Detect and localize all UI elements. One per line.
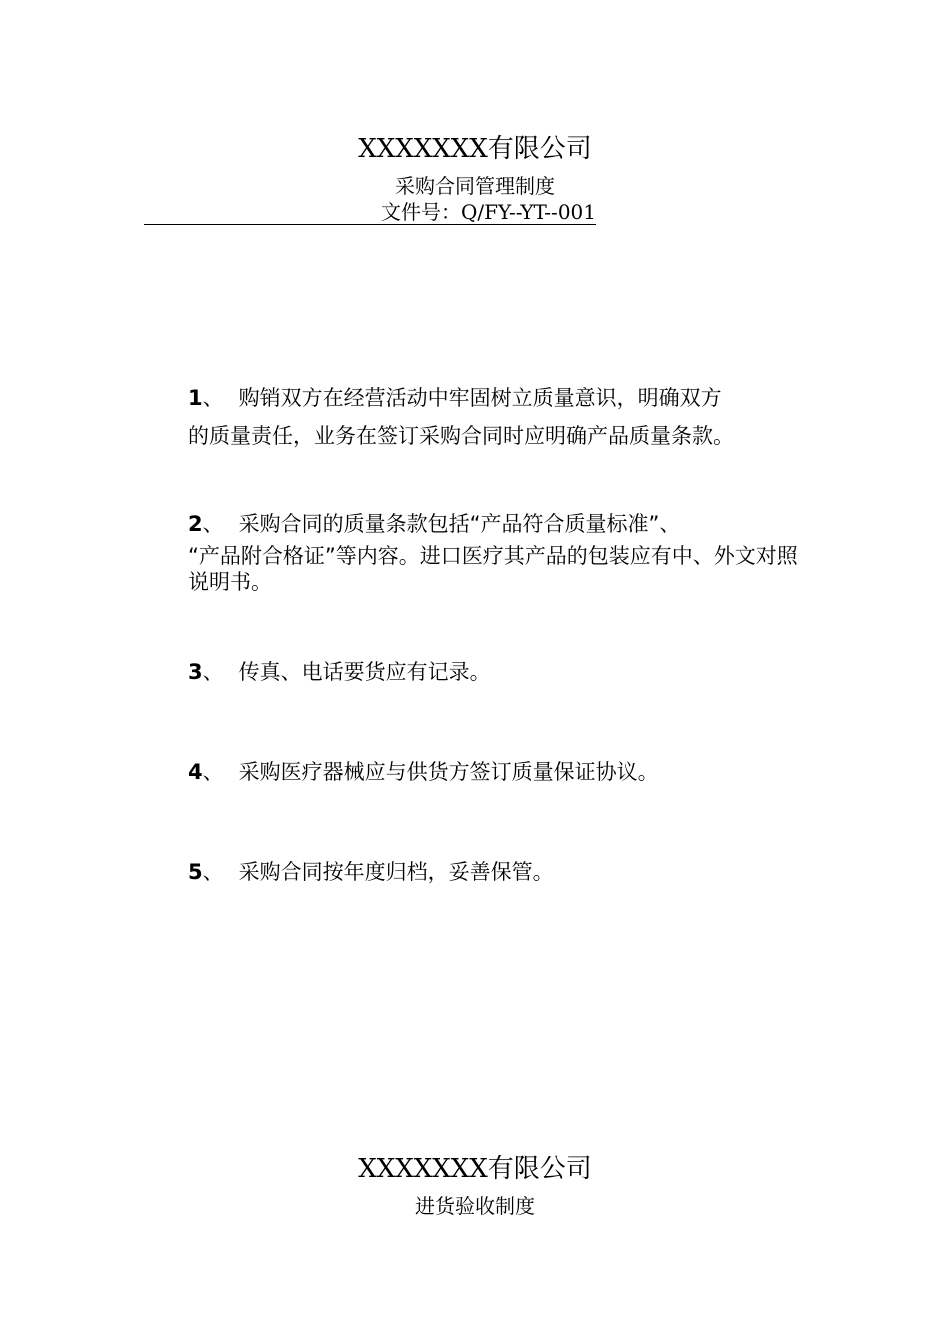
clause-text: 传真、电话要货应有记录。	[238, 660, 491, 684]
clause-text: 购销双方在经营活动中牢固树立质量意识，明确双方	[238, 386, 722, 410]
document-title: 采购合同管理制度	[395, 174, 555, 198]
clause-line	[188, 385, 818, 411]
clause-separator: 、	[202, 386, 224, 410]
clause-number: 1	[188, 386, 203, 410]
clause-separator: 、	[202, 660, 224, 684]
clause-5	[188, 859, 818, 885]
clause-number: 3	[188, 660, 203, 684]
clause-separator: 、	[202, 512, 224, 536]
clause-text-continued: “产品附合格证”等内容。进口医疗其产品的包装应有中、外文对照说明书。	[188, 544, 798, 594]
clause-3	[188, 659, 818, 685]
clause-line	[188, 659, 818, 685]
clause-line	[188, 759, 818, 785]
clause-separator: 、	[202, 860, 224, 884]
clause-line	[188, 511, 818, 537]
clause-text: 采购医疗器械应与供货方签订质量保证协议。	[238, 760, 659, 784]
document-title-2: 进货验收制度	[415, 1194, 535, 1218]
file-number: 文件号：Q/FY--YT--001	[144, 200, 596, 225]
company-title-2: XXXXXXX有限公司	[358, 1154, 592, 1184]
clause-4	[188, 759, 818, 785]
clause-number: 5	[188, 860, 203, 884]
clause-text: 采购合同的质量条款包括“产品符合质量标准”、	[238, 512, 681, 536]
clause-text-continued: 的质量责任，业务在签订采购合同时应明确产品质量条款。	[188, 424, 734, 448]
company-title: XXXXXXX有限公司	[358, 134, 592, 164]
clause-2	[188, 511, 818, 595]
clause-number: 2	[188, 512, 203, 536]
clause-separator: 、	[202, 760, 224, 784]
clause-1	[188, 385, 818, 449]
clause-text: 采购合同按年度归档，妥善保管。	[238, 860, 554, 884]
clause-number: 4	[188, 760, 203, 784]
clause-line	[188, 859, 818, 885]
